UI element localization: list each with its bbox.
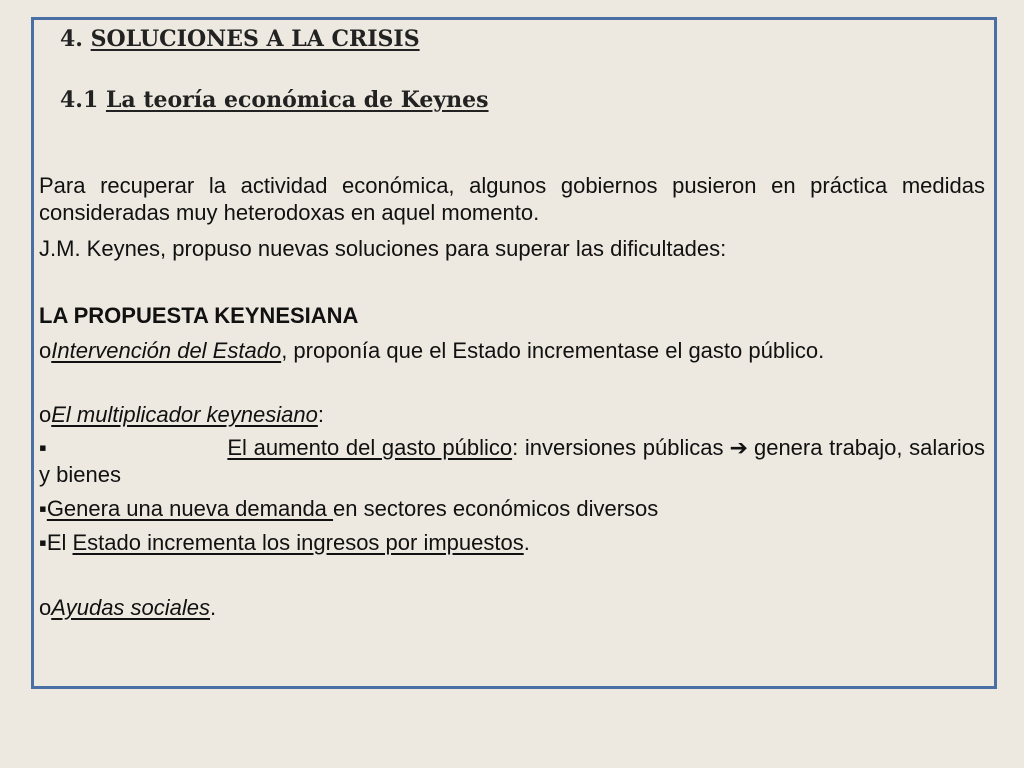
sub-item-taxes — [39, 529, 985, 556]
list-bullet: o — [39, 595, 52, 620]
list-bullet: o — [39, 338, 52, 363]
subsection-title: La teoría económica de Keynes — [105, 87, 489, 113]
list-item-text: . — [210, 595, 217, 620]
list-bullet: o — [39, 402, 52, 427]
sub-item-text: . — [523, 530, 530, 555]
sub-item-demand — [39, 495, 985, 522]
list-item-term: Intervención del Estado — [51, 338, 282, 363]
sub-item-term: Genera una nueva demanda — [46, 496, 334, 521]
sub-item-text: : inversiones públicas — [512, 435, 724, 460]
list-item-text: : — [317, 402, 324, 427]
list-item-term: El multiplicador keynesiano — [51, 402, 318, 427]
list-item-multiplier — [39, 401, 985, 428]
square-bullet-icon: ▪ — [39, 530, 47, 555]
section-heading — [60, 26, 420, 52]
sub-item-term: Estado incrementa los ingresos por impuestos — [72, 530, 524, 555]
proposal-title: LA PROPUESTA KEYNESIANA — [39, 303, 359, 328]
section-title: SOLUCIONES A LA CRISIS — [90, 26, 420, 52]
arrow-right-icon: ➔ — [729, 435, 748, 460]
sub-item-term: El aumento del gasto público — [227, 435, 513, 460]
sub-item-text: genera trabajo, salarios y bienes — [39, 435, 985, 487]
keynes-paragraph: J.M. Keynes, propuso nuevas soluciones para superar las dificultades: — [39, 236, 727, 261]
sub-item-prefix: El — [46, 530, 73, 555]
subsection-number: 4.1 — [60, 87, 99, 113]
subsection-heading — [60, 87, 489, 113]
section-number: 4. — [60, 26, 83, 52]
list-item-social-aid — [39, 594, 985, 621]
sub-item-spending — [39, 434, 985, 488]
sub-item-text: en sectores económicos diversos — [333, 496, 659, 521]
square-bullet-icon: ▪ — [39, 496, 47, 521]
list-item-text: , proponía que el Estado incrementase el gasto público. — [281, 338, 825, 363]
intro-paragraph: Para recuperar la actividad económica, algunos gobiernos pusieron en práctica medidas consideradas muy heterodoxas en aquel momento. — [39, 173, 985, 225]
square-bullet-icon: ▪ — [39, 435, 48, 460]
list-item-term: Ayudas sociales — [51, 595, 211, 620]
list-item-intervention — [39, 337, 985, 364]
